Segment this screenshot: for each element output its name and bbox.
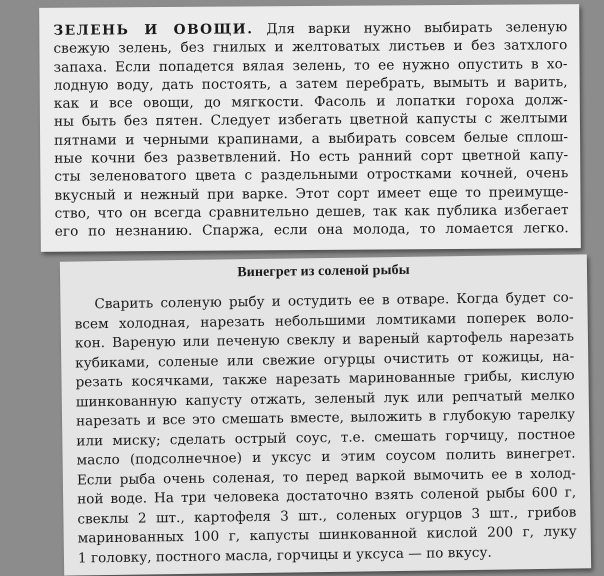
recipe-line: Сварить соленую рыбу и остудить ее в отваре. Когда будет со- xyxy=(94,289,574,313)
article-card-greens-vegetables xyxy=(39,4,581,252)
recipe-line: Если рыба очень соленая, то перед варкой вымочить ее в холод- xyxy=(76,465,576,488)
recipe-line: кон. Вареную или печеную свеклу и вареный картофель нарезать xyxy=(74,328,575,352)
recipe-line: резать косячками, также нарезать маринованные грибы, кислую xyxy=(75,367,575,391)
recipe-body xyxy=(60,288,591,568)
article-line: ны быть без пятен. Следует избегать цветной капусты с желтыми xyxy=(53,110,568,131)
article-line: как и все овощи, до мягкости. Фасоль и лопатки гороха долж- xyxy=(53,92,568,112)
article-line-text: Для варки нужно выбирать зеленую xyxy=(253,19,568,38)
recipe-card-vinaigrette xyxy=(60,254,591,575)
recipe-line: масло (подсолнечное) и уксус и этим соусом полить винегрет. xyxy=(76,445,576,469)
recipe-line: нарезать и все это смешать вместе, выложить в глубокую тарелку xyxy=(75,406,576,430)
recipe-line: шинкованную капусту отжать, зеленый лук или репчатый мелко xyxy=(75,387,575,410)
recipe-line: 1 головку, постного масла, горчицы и уксуса — по вкусу. xyxy=(77,544,492,566)
article-line: вкусный и нежный при варке. Этот сорт имеет еще то преимуще- xyxy=(54,183,569,204)
recipe-line: свеклы 2 шт., картофеля 3 шт., соленых огурцов 3 шт., грибов xyxy=(77,504,577,527)
article-line: сты зеленоватого цвета с раздельными отростками кочней, очень xyxy=(54,165,569,186)
article-line: свежую зелень, без гнилых и желтоватых листьев и без затхлого xyxy=(53,37,568,58)
recipe-title: Винегрет из соленой рыбы xyxy=(237,262,410,281)
article-line: ство, что он всегда сравнительно дешев, так как публика избегает xyxy=(54,202,569,222)
recipe-line: маринованных 100 г, капусты шинкованной кислой 200 г, луку xyxy=(77,523,577,547)
article-line: лодную воду, дать постоять, а затем перебрать, вымыть и варить, xyxy=(53,74,568,94)
article-line: его по незнанию. Спаржа, если она молода, то ломается легко. xyxy=(54,220,569,241)
recipe-line: ной воде. На три человека достаточно взять соленой рыбы 600 г, xyxy=(77,484,577,508)
article-line: запаха. Если попадется вялая зелень, то ее нужно опустить в хо- xyxy=(53,55,568,76)
recipe-line: кубиками, соленые или свежие огурцы очистить от кожицы, на- xyxy=(75,348,575,371)
recipe-line: всем холодная, нарезать небольшими ломтиками поперек воло- xyxy=(74,309,574,332)
article-line: ные кочни без разветвлений. Но есть ранний сорт цветной капу- xyxy=(54,147,569,167)
article-body xyxy=(39,4,581,241)
section-heading: ЗЕЛЕНЬ И ОВОЩИ. xyxy=(53,21,254,39)
article-line: пятнами и черными крапинами, а выбирать совсем белые сплош- xyxy=(54,128,569,149)
recipe-line: или миску; сделать острый соус, т.е. смешать горчицу, постное xyxy=(76,426,576,449)
